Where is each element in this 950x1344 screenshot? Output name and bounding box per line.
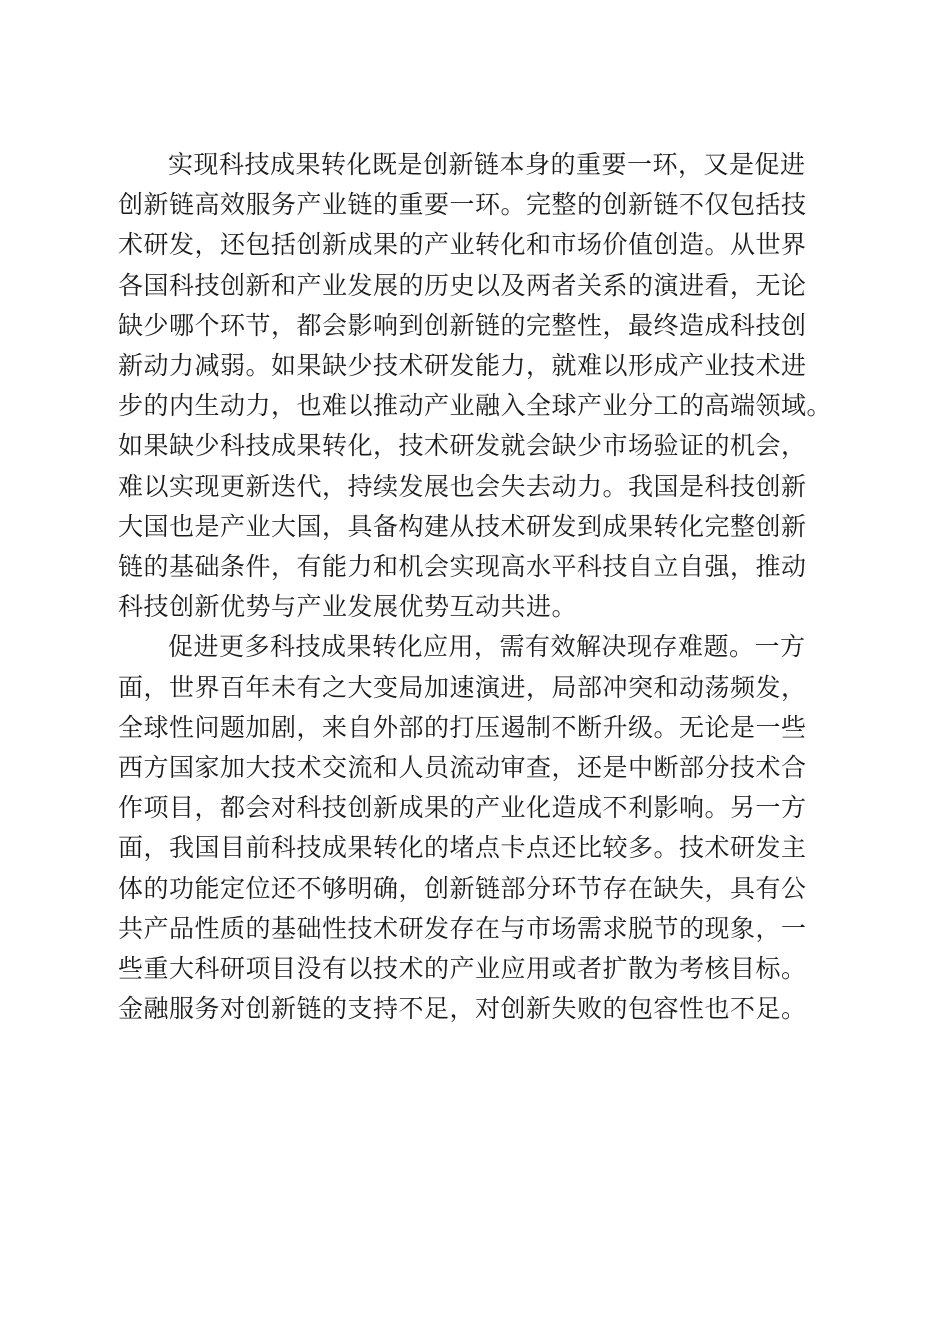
text-line: 金融服务对创新链的支持不足，对创新失败的包容性也不足。	[118, 994, 807, 1024]
text-line: 科技创新优势与产业发展优势互动共进。	[118, 592, 578, 622]
text-line: 大国也是产业大国，具备构建从技术研发到成果转化完整创新	[118, 511, 807, 541]
text-line: 实现科技成果转化既是创新链本身的重要一环，又是促进	[168, 150, 806, 179]
text-line: 作项目，都会对科技创新成果的产业化造成不利影响。另一方	[118, 793, 807, 823]
text-line: 链的基础条件，有能力和机会实现高水平科技自立自强，推动	[118, 552, 807, 582]
text-line: 面，我国目前科技成果转化的堵点卡点还比较多。技术研发主	[118, 833, 807, 863]
paragraph-1	[118, 145, 838, 627]
text-line: 全球性问题加剧，来自外部的打压遏制不断升级。无论是一些	[118, 712, 807, 742]
text-line: 创新链高效服务产业链的重要一环。完整的创新链不仅包括技	[118, 190, 807, 220]
text-line: 新动力减弱。如果缺少技术研发能力，就难以形成产业技术进	[118, 351, 807, 381]
text-line: 术研发，还包括创新成果的产业转化和市场价值创造。从世界	[118, 230, 807, 260]
text-line: 共产品性质的基础性技术研发存在与市场需求脱节的现象，一	[118, 913, 807, 943]
text-line: 各国科技创新和产业发展的历史以及两者关系的演进看，无论	[118, 270, 807, 300]
text-line: 体的功能定位还不够明确，创新链部分环节存在缺失，具有公	[118, 873, 807, 903]
body-text	[118, 145, 838, 1029]
text-line: 西方国家加大技术交流和人员流动审查，还是中断部分技术合	[118, 753, 807, 783]
text-line: 些重大科研项目没有以技术的产业应用或者扩散为考核目标。	[118, 954, 807, 984]
text-line: 缺少哪个环节，都会影响到创新链的完整性，最终造成科技创	[118, 310, 807, 340]
text-line: 如果缺少科技成果转化，技术研发就会缺少市场验证的机会，	[118, 431, 807, 461]
text-line: 步的内生动力，也难以推动产业融入全球产业分工的高端领域。	[118, 391, 833, 421]
text-line: 面，世界百年未有之大变局加速演进，局部冲突和动荡频发，	[118, 672, 807, 702]
text-line: 难以实现更新迭代，持续发展也会失去动力。我国是科技创新	[118, 471, 807, 501]
paragraph-2	[118, 627, 838, 1029]
text-line: 促进更多科技成果转化应用，需有效解决现存难题。一方	[168, 632, 806, 662]
